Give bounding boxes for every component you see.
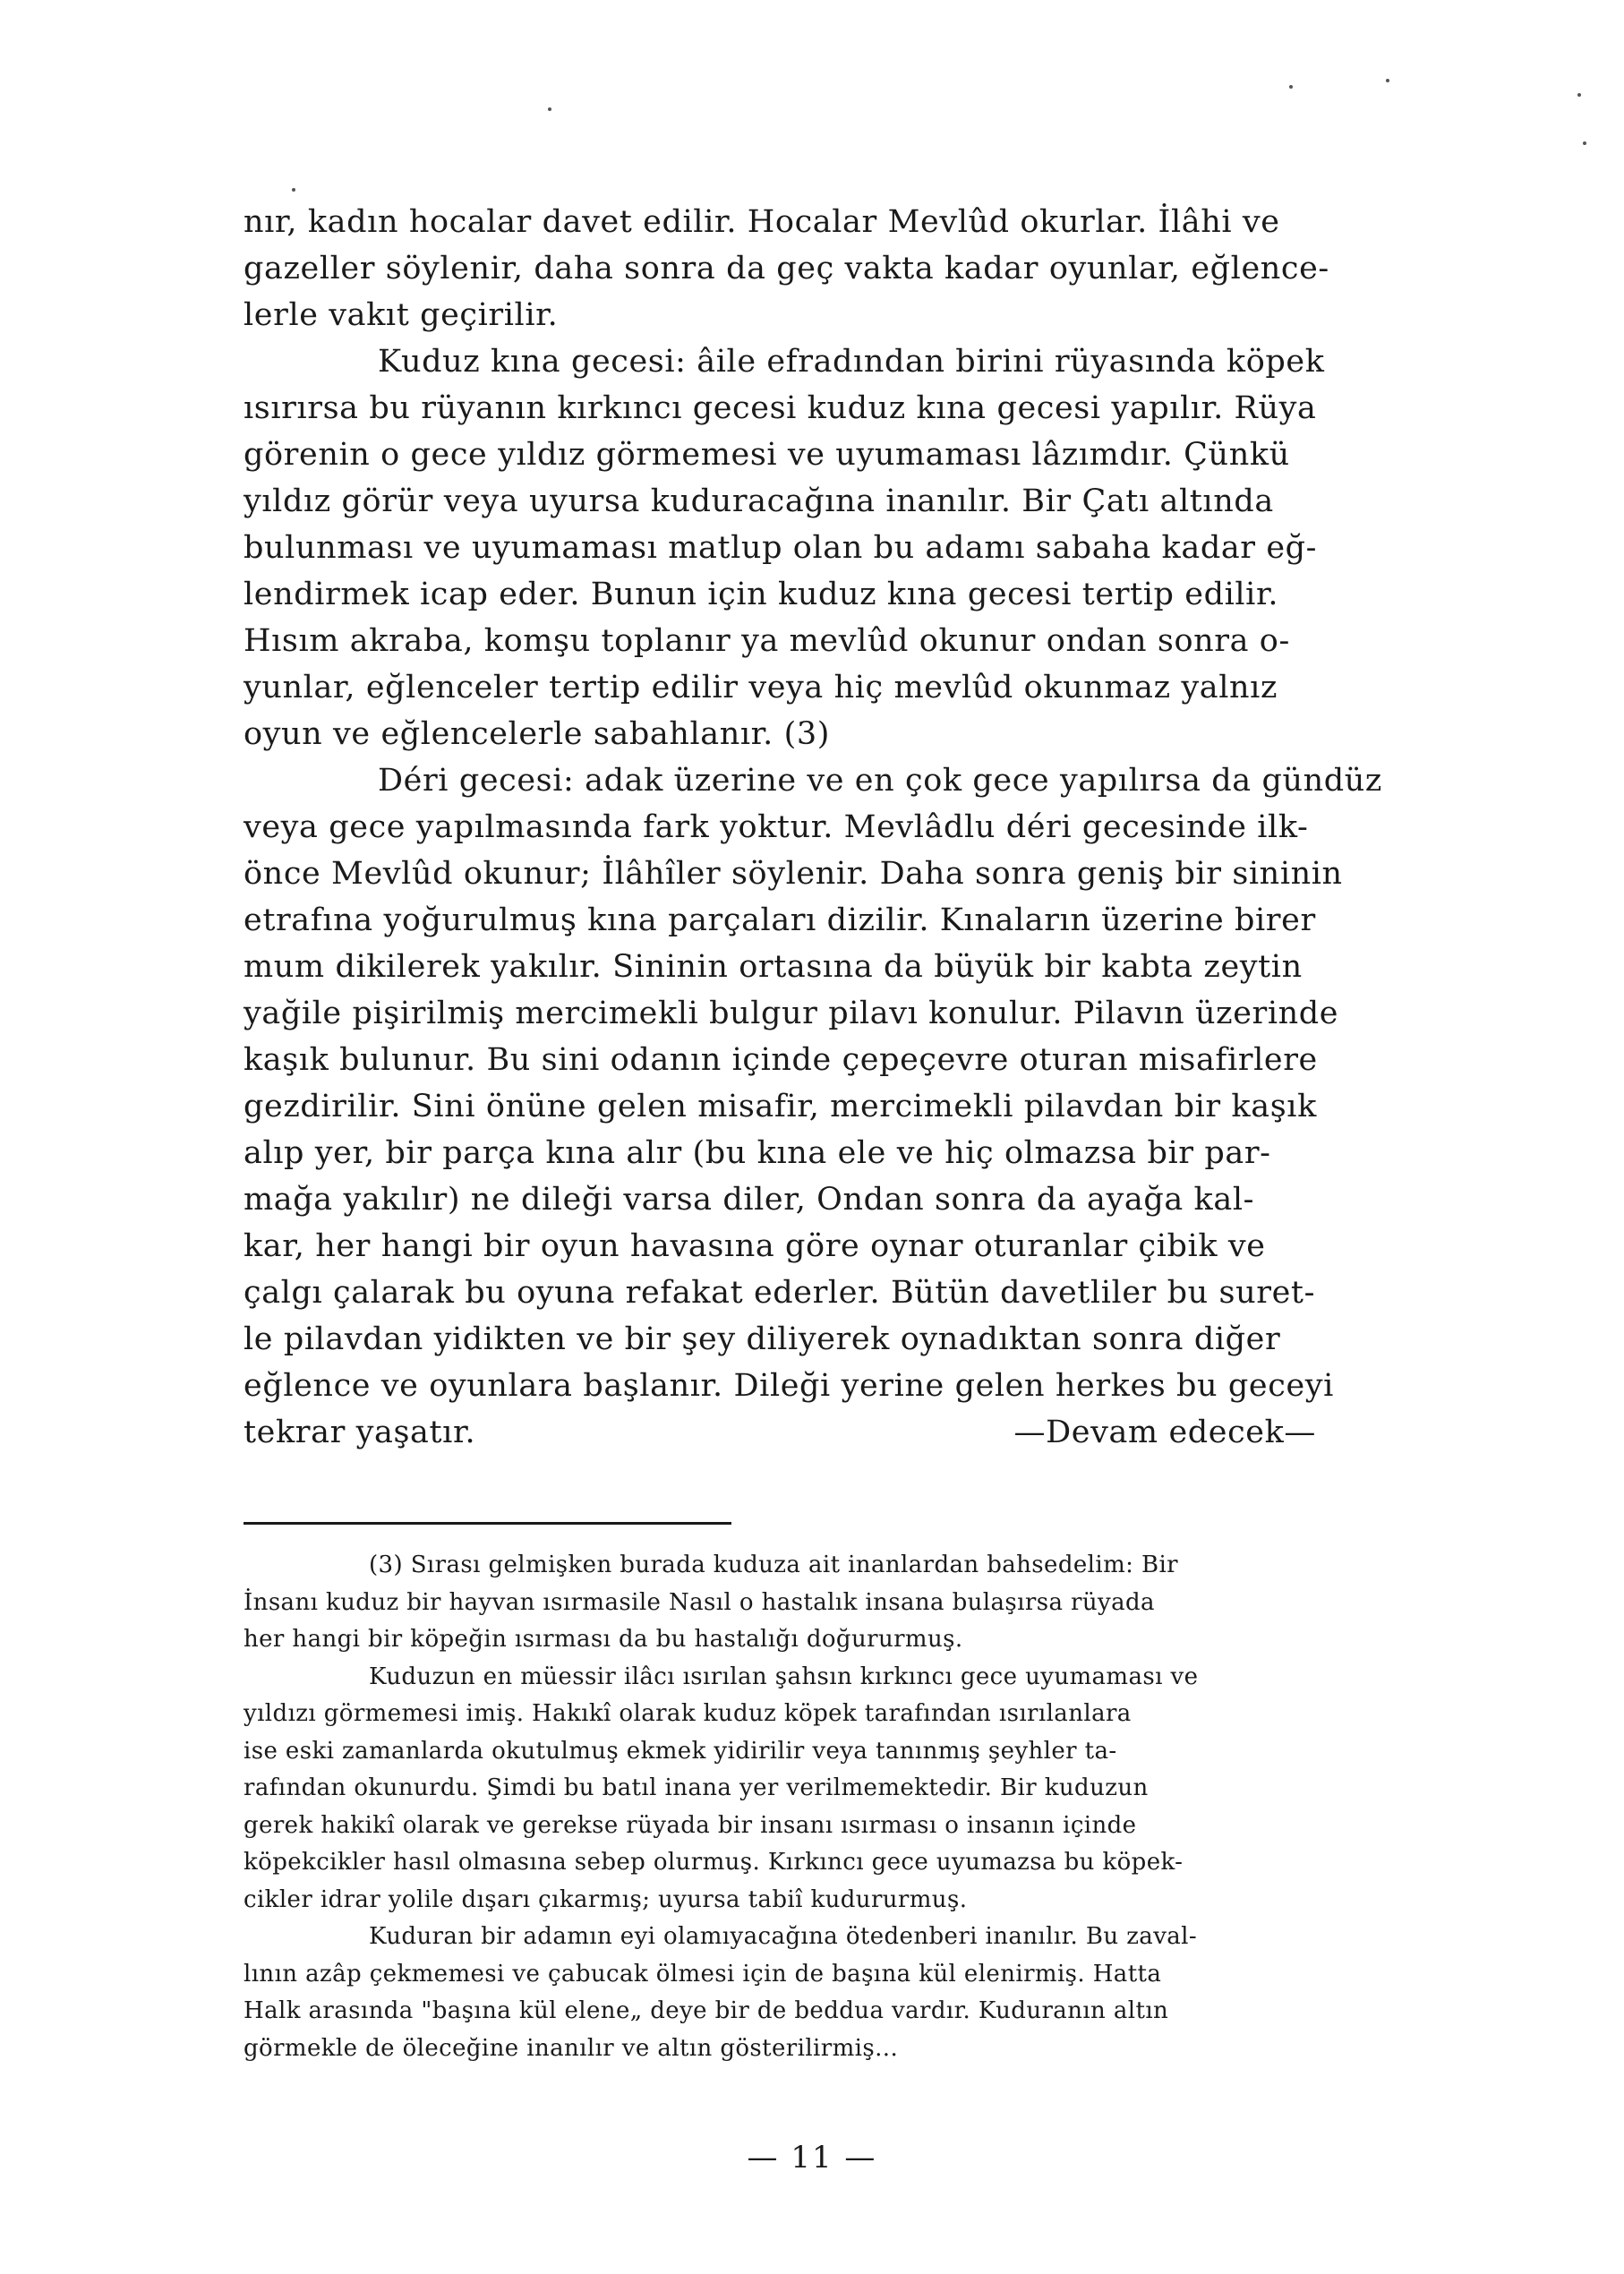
paragraph-start-line: Déri gecesi: adak üzerine ve en çok gece yapılırsa da gündüz	[378, 763, 1382, 799]
text-line: yağile pişirilmiş mercimekli bulgur pilavı konulur. Pilavın üzerinde	[244, 996, 1339, 1031]
footnote-line: her hangi bir köpeğin ısırması da bu hastalığı doğururmuş.	[244, 1626, 963, 1653]
scan-speck	[1289, 85, 1293, 89]
text-line: le pilavdan yidikten ve bir şey diliyerek oynadıktan sonra diğer	[244, 1321, 1281, 1357]
text-line: kar, her hangi bir oyun havasına göre oynar oturanlar çibik ve	[244, 1228, 1266, 1264]
footnotes	[244, 1547, 1468, 2067]
footnote-line: ise eski zamanlarda okutulmuş ekmek yidirilir veya tanınmış şeyhler ta-	[244, 1737, 1117, 1765]
scan-speck	[1386, 79, 1389, 82]
text-line: yıldız görür veya uyursa kuduracağına inanılır. Bir Çatı altında	[244, 483, 1274, 519]
scan-speck	[548, 107, 551, 111]
footnote-line: görmekle de öleceğine inanılır ve altın gösterilirmiş...	[244, 2034, 899, 2062]
text-line: oyun ve eğlencelerle sabahlanır. (3)	[244, 716, 830, 752]
text-line: gazeller söylenir, daha sonra da geç vakta kadar oyunlar, eğlence-	[244, 251, 1329, 286]
text-line: çalgı çalarak bu oyuna refakat ederler. Bütün davetliler bu suret-	[244, 1275, 1315, 1311]
closing-line	[244, 1409, 1468, 1456]
text-line: lerle vakıt geçirilir.	[244, 297, 559, 333]
text-line: ısırırsa bu rüyanın kırkıncı gecesi kuduz kına gecesi yapılır. Rüya	[244, 390, 1317, 426]
text-line: yunlar, eğlenceler tertip edilir veya hiç mevlûd okunmaz yalnız	[244, 670, 1278, 705]
main-text	[244, 199, 1468, 1456]
footnote-line: köpekcikler hasıl olmasına sebep olurmuş. Kırkıncı gece uyumazsa bu köpek-	[244, 1849, 1184, 1876]
footnote-line: Kuduzun en müessir ilâcı ısırılan şahsın kırkıncı gece uyumaması ve	[369, 1663, 1199, 1690]
scan-speck	[1577, 93, 1581, 97]
text-line: önce Mevlûd okunur; İlâhîler söylenir. Daha sonra geniş bir sininin	[244, 856, 1343, 892]
footnote-line: Kuduran bir adamın eyi olamıyacağına ötedenberi inanılır. Bu zaval-	[369, 1923, 1198, 1950]
footnote-line: cikler idrar yolile dışarı çıkarmış; uyursa tabiî kudururmuş.	[244, 1885, 968, 1913]
footnote-line: yıldızı görmemesi imiş. Hakıkî olarak kuduz köpek tarafından ısırılanlara	[244, 1700, 1132, 1727]
footnote-line: rafından okunurdu. Şimdi bu batıl inana yer verilmemektedir. Bir kuduzun	[244, 1774, 1149, 1801]
footnote-line: (3) Sırası gelmişken burada kuduza ait inanlardan bahsedelim: Bir	[369, 1552, 1179, 1578]
text-line: eğlence ve oyunlara başlanır. Dileği yerine gelen herkes bu geceyi	[244, 1368, 1334, 1404]
scan-speck	[292, 188, 295, 192]
continued-note: —Devam edecek—	[1013, 1415, 1316, 1450]
footnote-line: İnsanı kuduz bir hayvan ısırmasile Nasıl o hastalık insana bulaşırsa rüyada	[244, 1588, 1155, 1616]
text-line: görenin o gece yıldız görmemesi ve uyumaması lâzımdır. Çünkü	[244, 437, 1290, 473]
paragraph-start-line: Kuduz kına gecesi: âile efradından birini rüyasında köpek	[378, 344, 1325, 380]
text-line: nır, kadın hocalar davet edilir. Hocalar Mevlûd okurlar. İlâhi ve	[244, 204, 1280, 240]
text-line: alıp yer, bir parça kına alır (bu kına ele ve hiç olmazsa bir par-	[244, 1135, 1271, 1171]
text-line: tekrar yaşatır.	[244, 1415, 476, 1450]
text-line: etrafına yoğurulmuş kına parçaları dizilir. Kınaların üzerine birer	[244, 902, 1316, 938]
text-line: lendirmek icap eder. Bunun için kuduz kına gecesi tertip edilir.	[244, 577, 1279, 612]
text-line: veya gece yapılmasında fark yoktur. Mevlâdlu déri gecesinde ilk-	[244, 809, 1309, 845]
page-number: — 11 —	[747, 2140, 877, 2176]
text-line: kaşık bulunur. Bu sini odanın içinde çepeçevre oturan misafirlere	[244, 1042, 1318, 1078]
text-line: Hısım akraba, komşu toplanır ya mevlûd okunur ondan sonra o-	[244, 623, 1290, 659]
text-line: mağa yakılır) ne dileği varsa diler, Ondan sonra da ayağa kal-	[244, 1182, 1255, 1218]
footnote-line: lının azâp çekmemesi ve çabucak ölmesi için de başına kül elenirmiş. Hatta	[244, 1960, 1162, 1988]
text-line: bulunması ve uyumaması matlup olan bu adamı sabaha kadar eğ-	[244, 530, 1318, 566]
footnote-rule	[244, 1522, 731, 1525]
text-line: mum dikilerek yakılır. Sininin ortasına da büyük bir kabta zeytin	[244, 949, 1303, 985]
text-line: gezdirilir. Sini önüne gelen misafir, mercimekli pilavdan bir kaşık	[244, 1089, 1317, 1124]
footnote-line: gerek hakikî olarak ve gerekse rüyada bir insanı ısırması o insanın içinde	[244, 1811, 1137, 1839]
scan-speck	[1583, 141, 1586, 145]
footnote-line: Halk arasında "başına kül elene„ deye bir de beddua vardır. Kuduranın altın	[244, 1997, 1169, 2024]
